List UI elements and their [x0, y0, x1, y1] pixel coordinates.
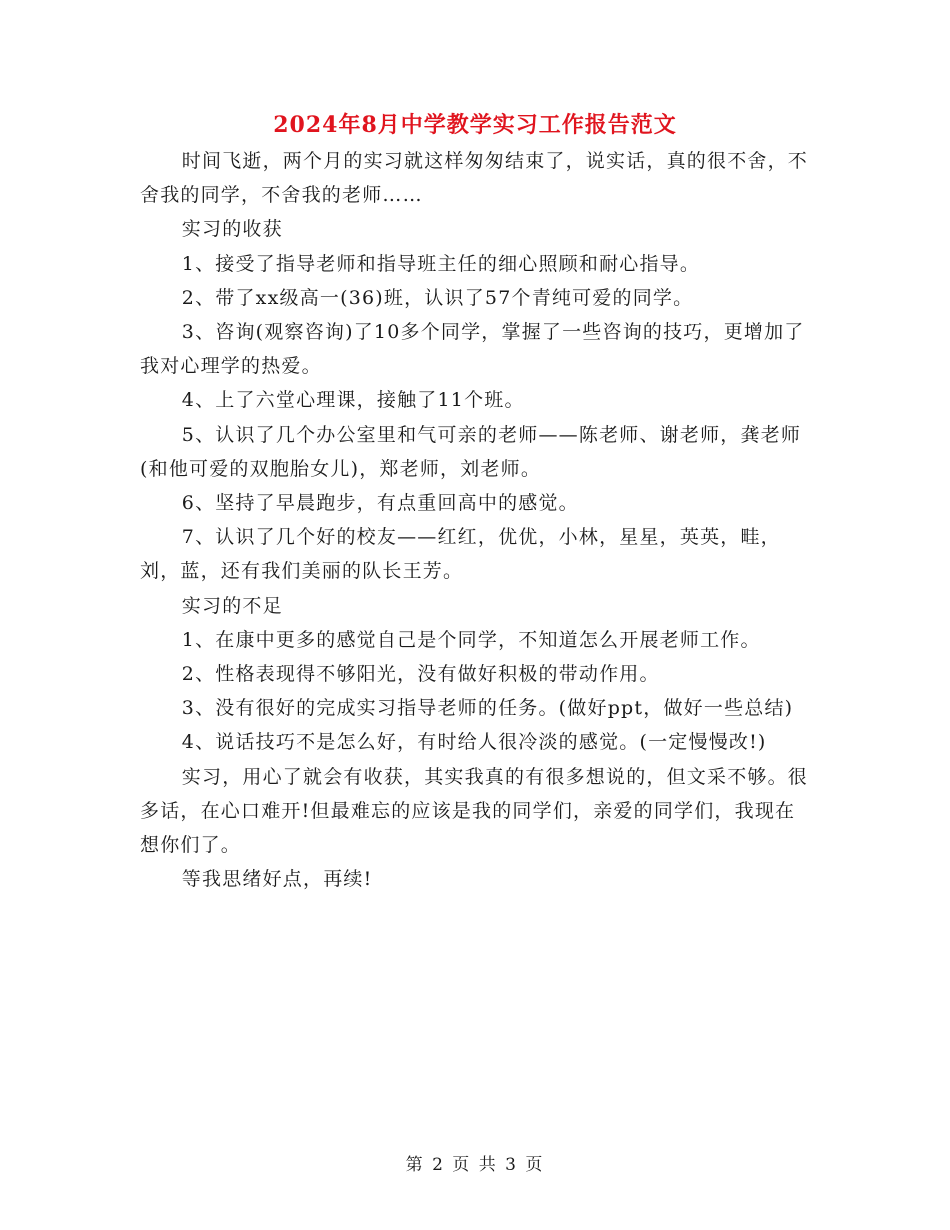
section-heading-shortcomings: 实习的不足 [181, 594, 283, 617]
list-item: 7、认识了几个好的校友——红红，优优，小林，星星，英英，畦，刘，蓝，还有我们美丽的队长王芳。 [140, 526, 781, 583]
list-item: 1、在康中更多的感觉自己是个同学，不知道怎么开展老师工作。 [181, 628, 761, 651]
page-footer: 第 2 页 共 3 页 [405, 1155, 545, 1175]
list-item: 3、咨询(观察咨询)了10多个同学，掌握了一些咨询的技巧，更增加了我对心理学的热爱。 [140, 321, 805, 378]
paragraph-closing: 等我思绪好点，再续! [181, 868, 373, 891]
list-item: 1、接受了指导老师和指导班主任的细心照顾和耐心指导。 [181, 252, 701, 275]
document-body [140, 144, 812, 896]
paragraph-intro: 时间飞逝，两个月的实习就这样匆匆结束了，说实话，真的很不舍，不舍我的同学，不舍我的老师…… [140, 150, 808, 207]
list-item: 6、坚持了早晨跑步，有点重回高中的感觉。 [181, 492, 579, 515]
list-item: 2、性格表现得不够阳光，没有做好积极的带动作用。 [181, 663, 660, 686]
section-heading-gains: 实习的收获 [181, 218, 283, 241]
list-item: 2、带了xx级高一(36)班，认识了57个青纯可爱的同学。 [181, 286, 694, 309]
list-item: 3、没有很好的完成实习指导老师的任务。(做好ppt，做好一些总结) [181, 697, 794, 720]
document-title: 2024年8月中学教学实习工作报告范文 [273, 112, 677, 138]
paragraph-conclusion: 实习，用心了就会有收获，其实我真的有很多想说的，但文采不够。很多话，在心口难开!但最难忘的应该是我的同学们，亲爱的同学们，我现在想你们了。 [140, 765, 808, 857]
list-item: 4、说话技巧不是怎么好，有时给人很冷淡的感觉。(一定慢慢改!) [181, 731, 767, 754]
list-item: 4、上了六堂心理课，接触了11个班。 [181, 389, 525, 412]
list-item: 5、认识了几个办公室里和气可亲的老师——陈老师、谢老师，龚老师(和他可爱的双胞胎女儿)，郑老师，刘老师。 [140, 423, 802, 480]
